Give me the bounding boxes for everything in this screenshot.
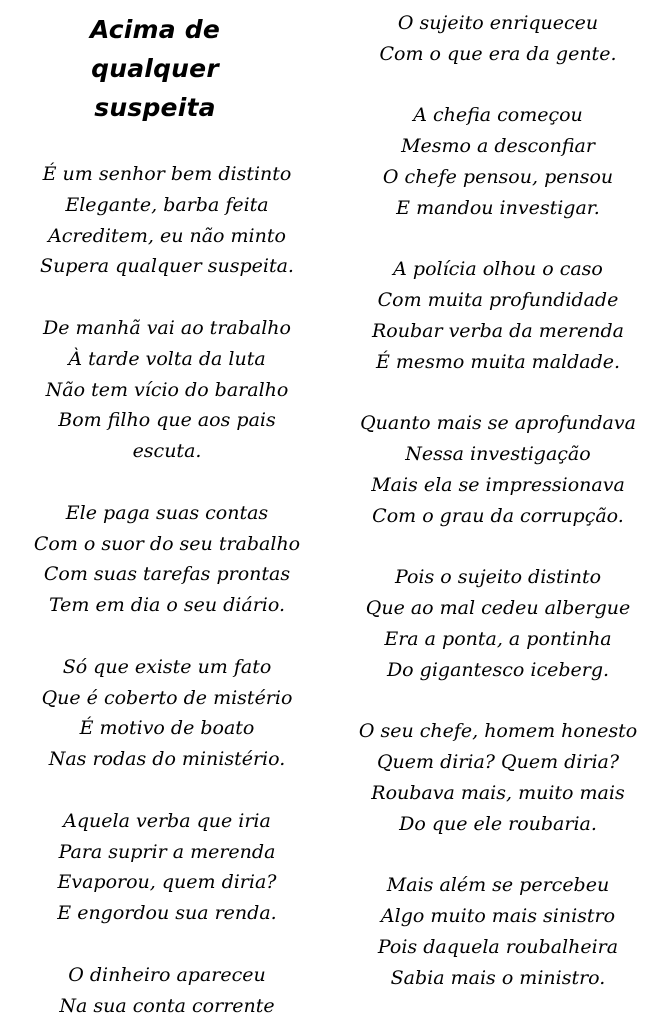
stanza-gap: [0, 929, 334, 960]
stanza: [336, 562, 660, 685]
verse-line: Que é coberto de mistério: [41, 686, 293, 709]
verse-line: E mandou investigar.: [396, 196, 600, 219]
verse-line: Mais ela se impressionava: [371, 473, 625, 496]
left-stanzas: [0, 159, 334, 1021]
verse-line: Era a ponta, a pontinha: [384, 627, 612, 650]
stanza: [336, 408, 660, 531]
verse-line: O sujeito enriqueceu: [397, 12, 599, 34]
verse-line: Quanto mais se aprofundava: [360, 412, 636, 435]
stanza-gap: [0, 467, 334, 498]
verse-line: Com o suor do seu trabalho: [33, 532, 301, 555]
verse-line: Tem em dia o seu diário.: [48, 594, 286, 617]
stanza: [0, 960, 334, 1022]
verse-line: Roubar verba da merenda: [371, 319, 625, 342]
right-column: [336, 0, 660, 994]
verse-line: Com o que era da gente.: [379, 42, 617, 65]
verse-line: Na sua conta corrente: [59, 994, 275, 1017]
verse-line: Sabia mais o ministro.: [390, 966, 606, 989]
verse-line: Pois o sujeito distinto: [394, 566, 602, 589]
verse-line: É um senhor bem distinto: [42, 163, 292, 185]
stanza: [336, 100, 660, 223]
verse-line: Mais além se percebeu: [386, 874, 610, 897]
verse-line: Acreditem, eu não minto: [48, 224, 286, 247]
right-stanzas: [336, 8, 660, 994]
verse-line: Aquela verba que iria: [63, 809, 271, 832]
verse-line: É motivo de boato: [79, 717, 255, 740]
stanza: [336, 870, 660, 993]
stanza-gap: [336, 378, 660, 409]
stanza-gap: [336, 532, 660, 563]
verse-line: O chefe pensou, pensou: [382, 165, 614, 188]
verse-line: A chefia começou: [413, 104, 583, 127]
verse-line: Evaporou, quem diria?: [57, 871, 277, 894]
stanza: [0, 652, 334, 775]
verse-line: Do gigantesco iceberg.: [386, 658, 610, 681]
verse-line: escuta.: [132, 440, 202, 463]
stanza-gap: [0, 775, 334, 806]
verse-line: Elegante, barba feita: [65, 193, 269, 216]
stanza: [336, 254, 660, 377]
verse-line: Com o grau da corrupção.: [372, 504, 624, 527]
stanza-gap: [0, 282, 334, 313]
verse-line: O dinheiro apareceu: [68, 963, 266, 986]
verse-line: O seu chefe, homem honesto: [358, 720, 638, 743]
verse-line: Do que ele roubaria.: [399, 812, 597, 835]
verse-line: À tarde volta da luta: [68, 347, 266, 370]
stanza: [0, 498, 334, 621]
verse-line: E engordou sua renda.: [57, 902, 277, 925]
stanza-gap: [336, 224, 660, 255]
verse-line: Algo muito mais sinistro: [380, 905, 616, 928]
poem-title: Acima de qualquer suspeita: [89, 15, 221, 122]
stanza-gap: [336, 840, 660, 871]
stanza: [336, 716, 660, 839]
stanza-gap: [336, 686, 660, 717]
verse-line: Com suas tarefas prontas: [43, 563, 291, 586]
verse-line: De manhã vai ao trabalho: [43, 316, 291, 339]
stanza: [0, 313, 334, 467]
verse-line: Que ao mal cedeu albergue: [365, 597, 631, 620]
stanza-gap: [336, 70, 660, 101]
verse-line: Só que existe um fato: [62, 655, 272, 678]
verse-line: Nas rodas do ministério.: [48, 748, 286, 771]
verse-line: Mesmo a desconfiar: [401, 135, 595, 158]
verse-line: Pois daquela roubalheira: [377, 935, 619, 958]
verse-line: É mesmo muita maldade.: [375, 350, 621, 373]
verse-line: Não tem vício do baralho: [45, 378, 289, 401]
verse-line: Quem diria? Quem diria?: [376, 751, 620, 774]
verse-line: A polícia olhou o caso: [393, 258, 603, 281]
verse-line: Ele paga suas contas: [65, 501, 269, 524]
stanza-gap: [0, 621, 334, 652]
stanza: [0, 806, 334, 929]
verse-line: Supera qualquer suspeita.: [40, 255, 294, 278]
verse-line: Para suprir a merenda: [58, 840, 276, 863]
verse-line: Nessa investigação: [405, 443, 591, 466]
stanza: [336, 8, 660, 70]
verse-line: Com muita profundidade: [377, 289, 619, 312]
stanza: [0, 159, 334, 282]
verse-line: Roubava mais, muito mais: [371, 781, 625, 804]
verse-line: Bom filho que aos pais: [58, 409, 276, 432]
